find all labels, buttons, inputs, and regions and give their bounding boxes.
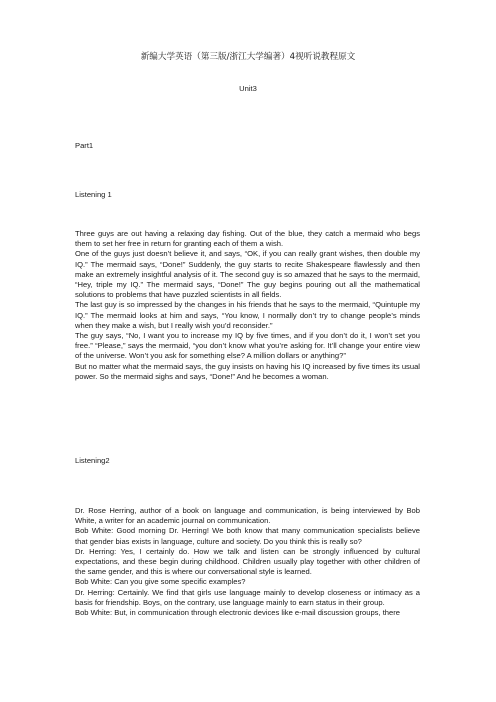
- paragraph: Dr. Rose Herring, author of a book on language and communication, is being interviewed by Bob White, a writer for an academic journal on communication.: [75, 506, 420, 526]
- paragraph: One of the guys just doesn’t believe it, and says, “OK, if you can really grant wishes, then double my IQ.” The mermaid says, “Done!” Suddenly, the guy starts to recite Shakespeare flawlessly and then make an extremely insightful analysis of it. The second guy is so amazed that he says to the mermaid, “Hey, triple my IQ.” The mermaid says, “Done!” The guy begins pouring out all the mathematical solutions to problems that have puzzled scientists in all fields.: [75, 249, 420, 300]
- paragraph: Dr. Herring: Certainly. We find that girls use language mainly to develop closeness or intimacy as a basis for friendship. Boys, on the contrary, use language mainly to earn status in their group.: [75, 587, 420, 607]
- listening2-heading: Listening2: [75, 456, 110, 465]
- paragraph: Bob White: But, in communication through electronic devices like e-mail discussion groups, there: [75, 608, 400, 618]
- listening2-text: [75, 506, 420, 618]
- unit-heading: Unit3: [239, 84, 257, 93]
- paragraph: Dr. Herring: Yes, I certainly do. How we talk and listen can be strongly influenced by cultural expectations, and these begin during childhood. Children usually play together with other children of the same gender, and this is where our conversational style is learned.: [75, 546, 420, 577]
- paragraph: Bob White: Good morning Dr. Herring! We both know that many communication specialists believe that gender bias exists in language, culture and society. Do you think this is really so?: [75, 526, 420, 546]
- paragraph: The last guy is so impressed by the changes in his friends that he says to the mermaid, “Quintuple my IQ.” The mermaid looks at him and says, “You know, I normally don’t try to change people’s minds when they make a wish, but I really wish you’d reconsider.”: [75, 300, 420, 330]
- paragraph: Bob White: Can you give some specific examples?: [75, 577, 246, 587]
- listening1-text: [75, 229, 420, 382]
- part-heading: Part1: [75, 141, 94, 150]
- paragraph: Three guys are out having a relaxing day fishing. Out of the blue, they catch a mermaid who begs them to set her free in return for granting each of them a wish.: [75, 229, 420, 249]
- listening1-heading: Listening 1: [75, 190, 112, 199]
- paragraph: The guy says, “No, I want you to increase my IQ by five times, and if you don’t do it, I won’t set you free.” “Please,” says the mermaid, “you don’t know what you’re asking for. It’ll change your entire view of the universe. Won’t you ask for something else? A million dollars or anything?”: [75, 331, 420, 361]
- document-title: 新编大学英语（第三版/浙江大学编著）4视听说教程原文: [140, 52, 356, 62]
- paragraph: But no matter what the mermaid says, the guy insists on having his IQ increased by five times its usual power. So the mermaid sighs and says, “Done!” And he becomes a woman.: [75, 361, 420, 381]
